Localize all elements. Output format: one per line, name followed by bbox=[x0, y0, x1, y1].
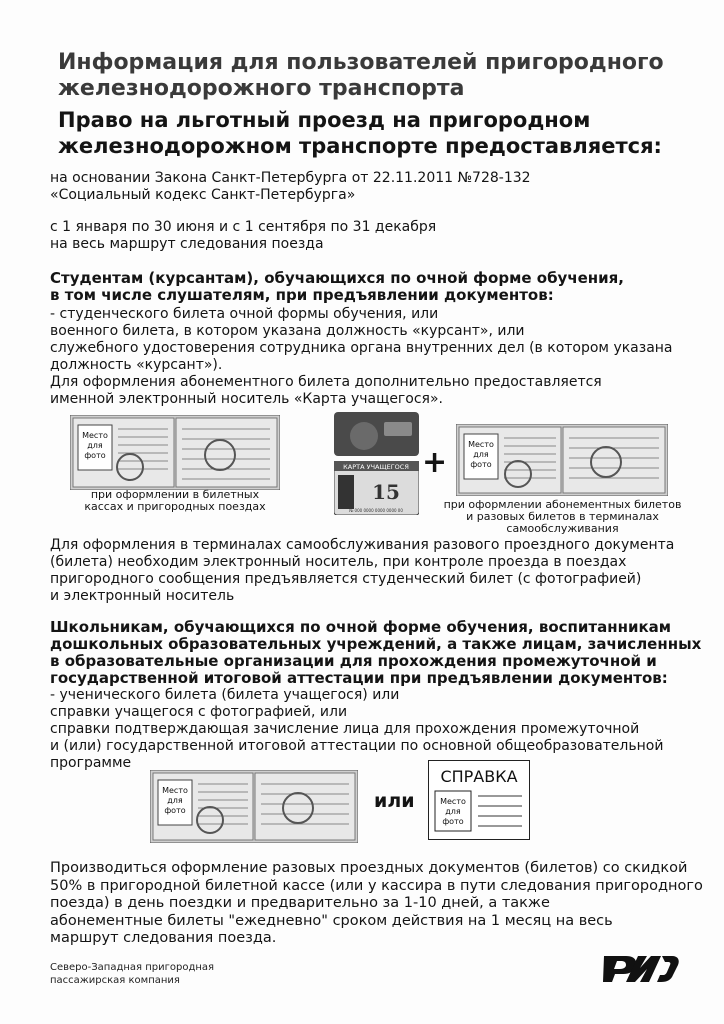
terminal-note-line: Для оформления в терминалах самообслуживания разового проездного документа bbox=[50, 537, 675, 553]
student-card-image bbox=[334, 461, 419, 515]
certificate-image bbox=[428, 760, 530, 840]
closing-line: Производиться оформление разовых проездных документов (билетов) со скидкой bbox=[50, 860, 688, 876]
schoolchildren-doc-line: и (или) государственной итоговой аттестации по основной общеобразовательной bbox=[50, 738, 664, 754]
schoolchildren-heading-line: Школьникам, обучающихся по очной форме обучения, воспитанникам bbox=[50, 618, 672, 636]
closing-line: абонементные билеты "ежедневно" сроком действия на 1 месяц на весь bbox=[50, 912, 613, 929]
student-id-image-terminal bbox=[456, 424, 668, 496]
photo-label: Место bbox=[162, 786, 188, 795]
card-label: КАРТА УЧАЩЕГОСЯ bbox=[343, 463, 409, 471]
photo-label: Место bbox=[468, 440, 494, 449]
terminal-note bbox=[50, 537, 674, 605]
students-doc-line: - студенческого билета очной формы обучения, или bbox=[50, 306, 439, 322]
closing-line: 50% в пригородной билетной кассе (или у кассира в пути следования пригородного bbox=[50, 877, 703, 894]
schoolchildren-doc-line: - ученического билета (билета учащегося) или bbox=[50, 687, 400, 703]
legal-basis-line: «Социальный кодекс Санкт-Петербурга» bbox=[50, 187, 356, 203]
page-title: Информация для пользователей пригородного железнодорожного транспорта bbox=[58, 50, 664, 101]
terminal-note-line: пригородного сообщения предъявляется студенческий билет (с фотографией) bbox=[50, 571, 642, 587]
school-id-image bbox=[150, 770, 358, 843]
schoolchildren-heading-line: в образовательные организации для прохождения промежуточной и bbox=[50, 652, 657, 670]
closing-paragraph bbox=[50, 860, 703, 948]
students-heading-line: в том числе слушателям, при предъявлении документов: bbox=[50, 286, 554, 304]
svg-text:15: 15 bbox=[372, 480, 400, 504]
closing-line: маршрут следования поезда. bbox=[50, 930, 277, 946]
page-subtitle: Право на льготный проезд на пригородном железнодорожном транспорте предоставляется: bbox=[58, 108, 662, 158]
card-number: № 000 0000 0000 0000 00 bbox=[349, 508, 403, 513]
footer-org-line: Северо-Западная пригородная bbox=[50, 962, 215, 973]
photo-label: для bbox=[167, 796, 183, 805]
students-heading-line: Студентам (курсантам), обучающихся по очной форме обучения, bbox=[50, 269, 624, 287]
terminal-note-line: (билета) необходим электронный носитель, при контроле проезда в поездах bbox=[50, 554, 627, 570]
schoolchildren-heading bbox=[50, 619, 701, 687]
schoolchildren-doc-line: программе bbox=[50, 755, 132, 771]
students-heading bbox=[50, 270, 624, 304]
or-label: или bbox=[374, 790, 415, 812]
students-doc-line: именной электронный носитель «Карта учащегося». bbox=[50, 391, 443, 407]
caption-left: при оформлении в билетных кассах и пригородных поездах bbox=[84, 488, 266, 513]
terminal-note-line: и электронный носитель bbox=[50, 588, 235, 604]
period bbox=[50, 219, 436, 253]
photo-label: Место bbox=[82, 431, 108, 440]
legal-basis bbox=[50, 170, 531, 204]
rzd-logo-icon bbox=[598, 950, 680, 984]
students-doc-list bbox=[50, 306, 673, 408]
schoolchildren-heading-line: дошкольных образовательных учреждений, а также лицам, зачисленных bbox=[50, 635, 702, 653]
schoolchildren-doc-line: справки учащегося с фотографией, или bbox=[50, 704, 348, 720]
period-line: на весь маршрут следования поезда bbox=[50, 236, 324, 252]
photo-label: фото bbox=[84, 451, 106, 460]
schoolchildren-heading-line: государственной итоговой аттестации при предъявлении документов: bbox=[50, 669, 668, 687]
card-image-top bbox=[334, 412, 419, 456]
caption-right: при оформлении абонементных билетов и разовых билетов в терминалах самообслуживания bbox=[443, 498, 682, 535]
students-doc-line: военного билета, в котором указана должность «курсант», или bbox=[50, 323, 525, 339]
photo-label: для bbox=[445, 807, 461, 816]
legal-basis-line: на основании Закона Санкт-Петербурга от 22.11.2011 №728-132 bbox=[50, 170, 531, 186]
closing-line: поезда) в день поездки и предварительно за 1-10 дней, а также bbox=[50, 895, 550, 911]
footer-org bbox=[50, 961, 214, 987]
photo-label: фото bbox=[442, 817, 464, 826]
photo-label: для bbox=[473, 450, 489, 459]
photo-label: для bbox=[87, 441, 103, 450]
photo-label: фото bbox=[470, 460, 492, 469]
plus-sign: + bbox=[422, 445, 448, 480]
schoolchildren-doc-list bbox=[50, 687, 663, 772]
students-doc-line: служебного удостоверения сотрудника органа внутренних дел (в котором указана bbox=[50, 340, 673, 356]
footer-org-line: пассажирская компания bbox=[50, 975, 180, 986]
students-doc-line: должность «курсант»). bbox=[50, 357, 223, 373]
schoolchildren-doc-line: справки подтверждающая зачисление лица для прохождения промежуточной bbox=[50, 721, 640, 737]
student-id-image bbox=[70, 415, 280, 490]
certificate-title: СПРАВКА bbox=[440, 767, 518, 786]
photo-label: фото bbox=[164, 806, 186, 815]
students-doc-line: Для оформления абонементного билета дополнительно предоставляется bbox=[50, 374, 602, 390]
period-line: с 1 января по 30 июня и с 1 сентября по 31 декабря bbox=[50, 219, 437, 235]
photo-label: Место bbox=[440, 797, 466, 806]
